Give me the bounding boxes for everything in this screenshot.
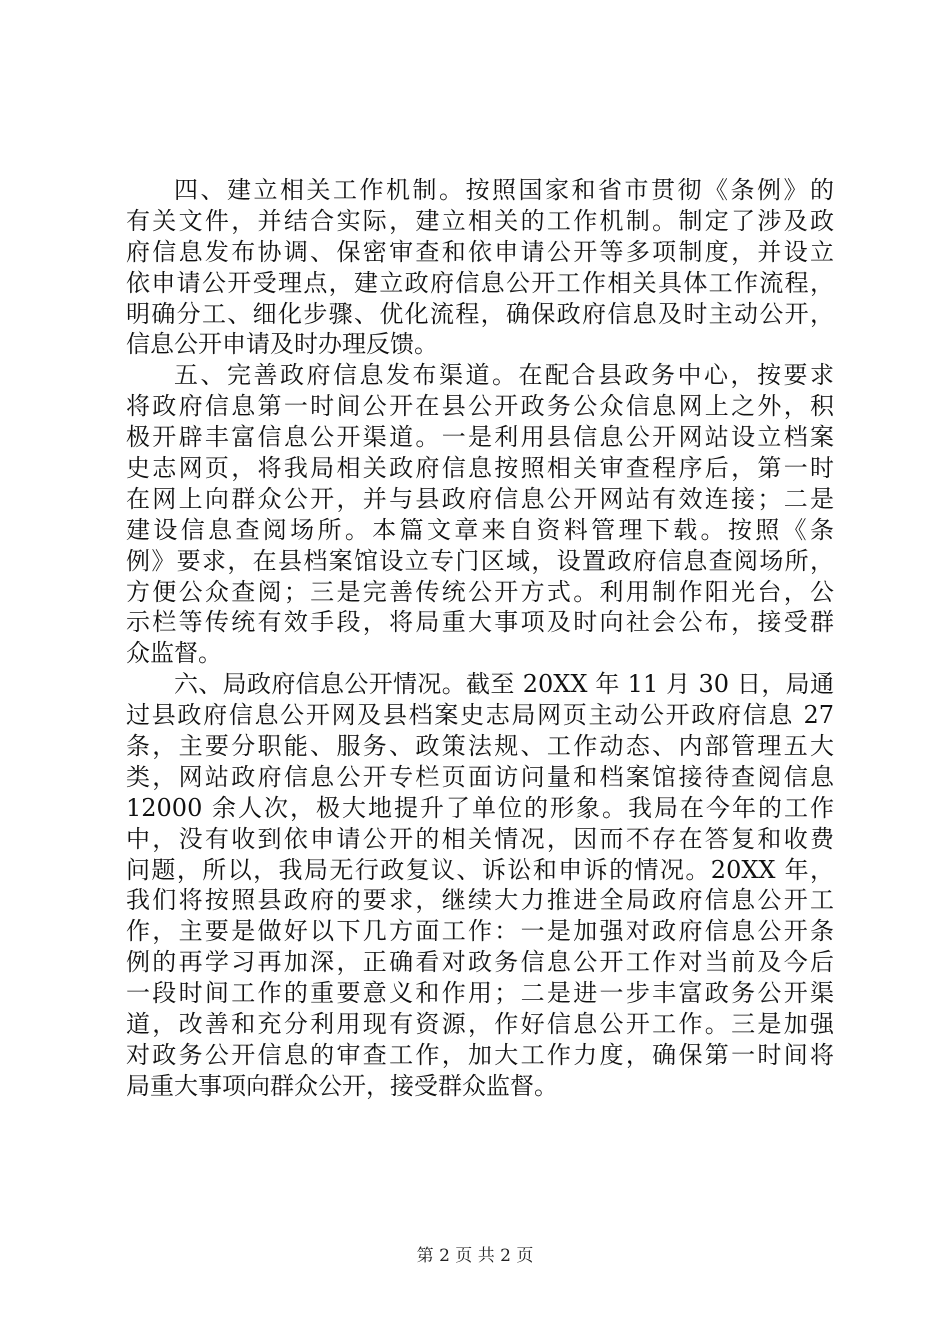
paragraph-line: 道，改善和充分利用现有资源，作好信息公开工作。三是加强	[126, 1010, 834, 1039]
paragraph-line: 作，主要是做好以下几方面工作：一是加强对政府信息公开条	[126, 917, 834, 946]
paragraph-line: 问题，所以，我局无行政复议、诉讼和申诉的情况。20XX 年，	[126, 855, 834, 884]
paragraph-line: 五、完善政府信息发布渠道。在配合县政务中心，按要求	[174, 361, 834, 390]
paragraph-line: 众监督。	[126, 639, 222, 668]
paragraph-p6	[126, 669, 834, 1101]
paragraph-line: 我们将按照县政府的要求，继续大力推进全局政府信息公开工	[126, 886, 834, 915]
paragraph-line: 府信息发布协调、保密审查和依申请公开等多项制度，并设立	[126, 237, 834, 266]
paragraph-line: 例》要求，在县档案馆设立专门区域，设置政府信息查阅场所，	[126, 546, 834, 575]
paragraph-line: 局重大事项向群众公开，接受群众监督。	[126, 1071, 558, 1100]
paragraph-line: 在网上向群众公开，并与县政府信息公开网站有效连接；二是	[126, 484, 834, 513]
paragraph-line: 明确分工、细化步骤、优化流程，确保政府信息及时主动公开，	[126, 299, 834, 328]
paragraph-line: 史志网页，将我局相关政府信息按照相关审查程序后，第一时	[126, 454, 834, 483]
paragraph-line: 将政府信息第一时间公开在县公开政务公众信息网上之外，积	[126, 392, 834, 421]
paragraph-line: 建设信息查阅场所。本篇文章来自资料管理下载。按照《条	[126, 515, 834, 544]
paragraph-line: 六、局政府信息公开情况。截至 20XX 年 11 月 30 日，局通	[174, 670, 834, 699]
paragraph-line: 例的再学习再加深，正确看对政务信息公开工作对当前及今后	[126, 948, 834, 977]
paragraph-line: 12000 余人次，极大地提升了单位的形象。我局在今年的工作	[126, 793, 834, 822]
paragraph-line: 依申请公开受理点，建立政府信息公开工作相关具体工作流程，	[126, 268, 834, 297]
paragraph-line: 条，主要分职能、服务、政策法规、工作动态、内部管理五大	[126, 732, 834, 761]
paragraph-p5	[126, 360, 834, 669]
paragraph-line: 极开辟丰富信息公开渠道。一是利用县信息公开网站设立档案	[126, 423, 834, 452]
page-footer: 第 2 页 共 2 页	[416, 1246, 534, 1266]
paragraph-line: 一段时间工作的重要意义和作用；二是进一步丰富政务公开渠	[126, 979, 834, 1008]
paragraph-line: 四、建立相关工作机制。按照国家和省市贯彻《条例》的	[174, 176, 834, 204]
paragraph-line: 过县政府信息公开网及县档案史志局网页主动公开政府信息 27	[126, 701, 834, 730]
paragraph-line: 信息公开申请及时办理反馈。	[126, 330, 438, 359]
paragraph-line: 示栏等传统有效手段，将局重大事项及时向社会公布，接受群	[126, 608, 834, 637]
document-body	[126, 175, 834, 1102]
paragraph-line: 对政务公开信息的审查工作，加大工作力度，确保第一时间将	[126, 1040, 834, 1069]
paragraph-line: 中，没有收到依申请公开的相关情况，因而不存在答复和收费	[126, 824, 834, 853]
paragraph-p4	[126, 175, 834, 360]
paragraph-line: 类，网站政府信息公开专栏页面访问量和档案馆接待查阅信息	[126, 762, 834, 791]
paragraph-line: 有关文件，并结合实际，建立相关的工作机制。制定了涉及政	[126, 206, 834, 235]
paragraph-line: 方便公众查阅；三是完善传统公开方式。利用制作阳光台，公	[126, 577, 834, 606]
